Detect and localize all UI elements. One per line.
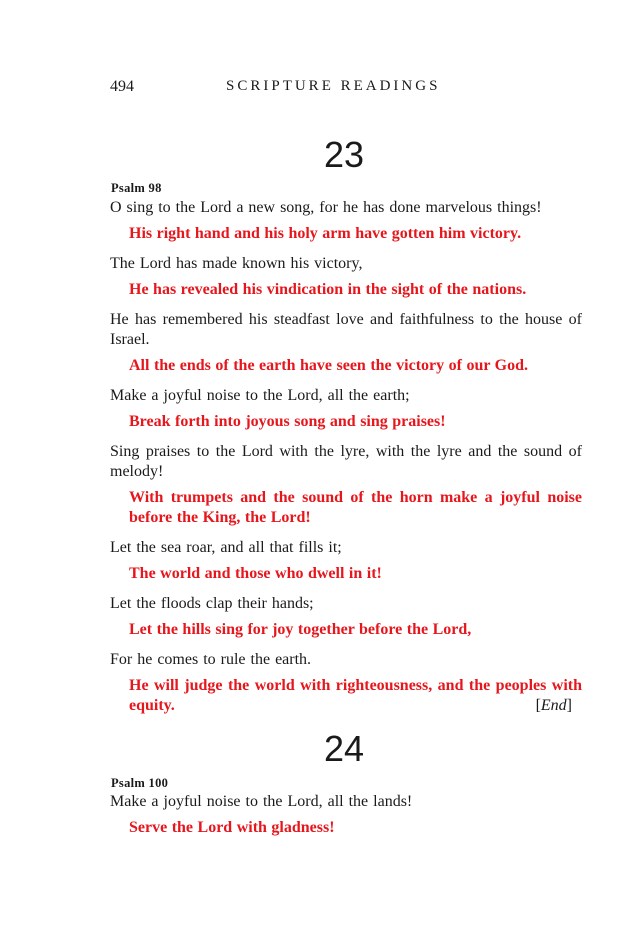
psalm-reference-98: Psalm 98 — [111, 181, 162, 195]
people-response: Let the hills sing for joy together before the Lord, — [129, 621, 472, 638]
people-response: All the ends of the earth have seen the victory of our God. — [129, 357, 528, 374]
people-response: Serve the Lord with gladness! — [129, 819, 335, 836]
people-response: His right hand and his holy arm have gotten him victory. — [129, 225, 522, 242]
end-bracket-close: ] — [566, 697, 572, 714]
section-number-23: 23 — [323, 134, 365, 175]
people-response-final — [110, 676, 582, 716]
section-number-24: 24 — [323, 728, 365, 769]
end-marker — [536, 696, 572, 716]
page-header — [110, 78, 580, 100]
leader-line: O sing to the Lord a new song, for he has done marvelous things! — [110, 199, 542, 216]
end-bracket-open: [ — [535, 697, 541, 714]
people-response-text: He will judge the world with righteousness, and the peoples with equity. — [129, 677, 582, 714]
leader-line: He has remembered his steadfast love and faithfulness to the house of Israel. — [110, 311, 582, 348]
running-head: SCRIPTURE READINGS — [226, 78, 441, 94]
end-label: End — [540, 697, 567, 714]
people-response: With trumpets and the sound of the horn make a joyful noise before the King, the Lord! — [129, 489, 582, 526]
people-response: The world and those who dwell in it! — [129, 565, 382, 582]
leader-line: Make a joyful noise to the Lord, all the earth; — [110, 387, 410, 404]
leader-line: Make a joyful noise to the Lord, all the lands! — [110, 793, 413, 810]
leader-line: Let the sea roar, and all that fills it; — [110, 539, 342, 556]
reading-section-24 — [110, 792, 582, 848]
leader-line: For he comes to rule the earth. — [110, 651, 312, 668]
psalm-reference-100: Psalm 100 — [111, 776, 169, 790]
leader-line: Let the floods clap their hands; — [110, 595, 314, 612]
leader-line: The Lord has made known his victory, — [110, 255, 363, 272]
people-response: He has revealed his vindication in the sight of the nations. — [129, 281, 527, 298]
page-number: 494 — [110, 78, 134, 95]
reading-section-23 — [110, 198, 582, 726]
people-response: Break forth into joyous song and sing praises! — [129, 413, 446, 430]
leader-line: Sing praises to the Lord with the lyre, with the lyre and the sound of melody! — [110, 443, 582, 480]
